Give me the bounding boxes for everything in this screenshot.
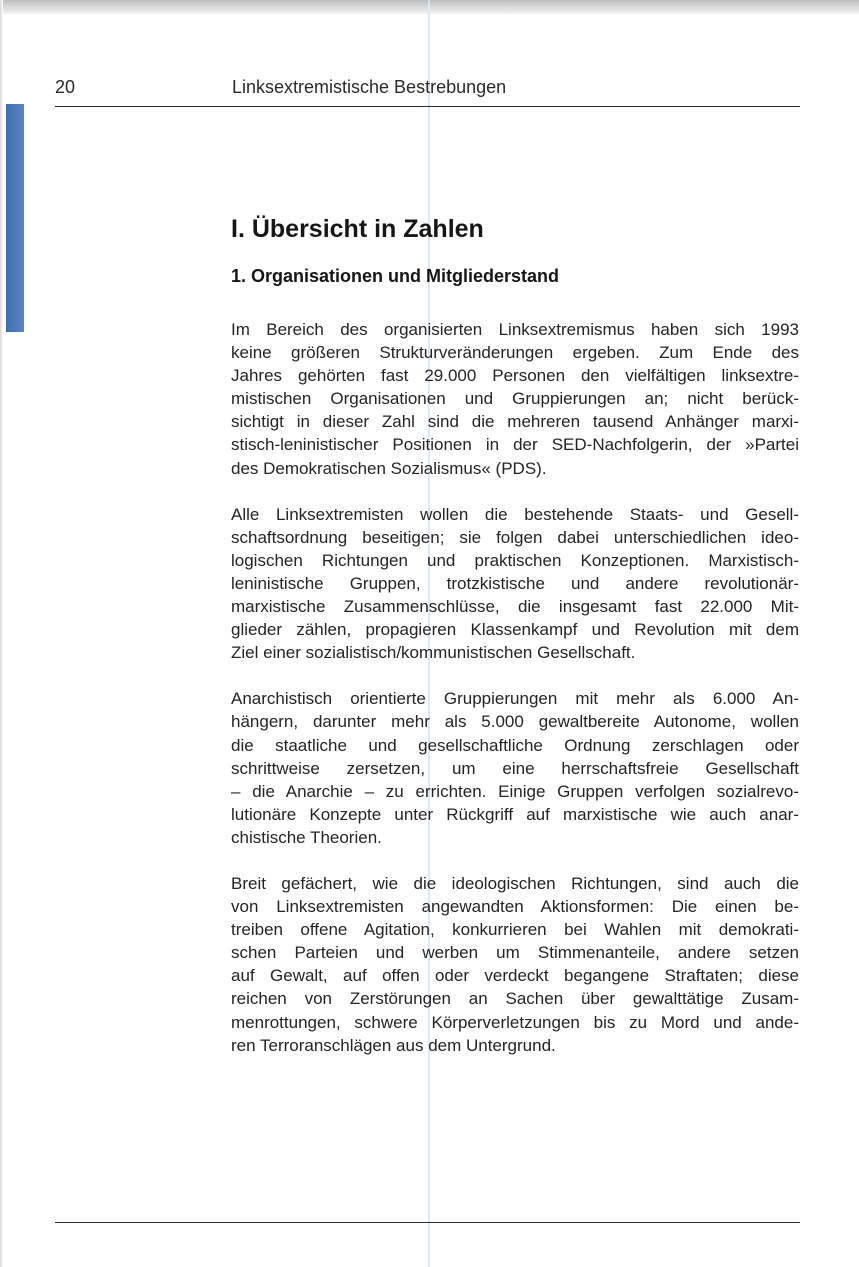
running-head [55, 76, 800, 107]
text-line: mistischen Organisationen und Gruppierungen an; nicht berück- [231, 389, 799, 409]
chapter-thumb-tab [6, 104, 24, 332]
text-line: marxistische Zusammenschlüsse, die insgesamt fast 22.000 Mit- [231, 597, 799, 617]
paragraph [231, 687, 799, 849]
text-line: schrittweise zersetzen, um eine herrschaftsfreie Gesellschaft [231, 758, 799, 778]
text-line: auf Gewalt, auf offen oder verdeckt begangene Straftaten; diese [231, 966, 799, 986]
running-title: Linksextremistische Bestrebungen [232, 77, 507, 97]
text-line: Ziel einer sozialistisch/kommunistischen Gesellschaft. [231, 643, 636, 663]
text-line: – die Anarchie – zu errichten. Einige Gruppen verfolgen sozialrevo- [231, 781, 799, 801]
text-line: des Demokratischen Sozialismus« (PDS). [231, 458, 547, 478]
paragraph [231, 872, 799, 1057]
footer-rule [55, 1222, 800, 1223]
text-line: hängern, darunter mehr als 5.000 gewaltbereite Autonome, wollen [231, 712, 799, 732]
text-line: Jahres gehörten fast 29.000 Personen den vielfältigen linksextre- [231, 366, 799, 386]
chapter-title: I. Übersicht in Zahlen [231, 215, 484, 243]
paragraph [231, 318, 799, 480]
text-line: chistische Theorien. [231, 827, 382, 847]
text-line: keine größeren Strukturveränderungen ergeben. Zum Ende des [231, 343, 799, 363]
text-line: Im Bereich des organisierten Linksextremismus haben sich 1993 [231, 320, 799, 339]
text-line: reichen von Zerstörungen an Sachen über gewalttätige Zusam- [231, 989, 799, 1009]
paragraph [231, 503, 799, 665]
text-line: Anarchistisch orientierte Gruppierungen mit mehr als 6.000 An- [231, 689, 799, 709]
text-line: stisch-leninistischer Positionen in der SED-Nachfolgerin, der »Partei [231, 435, 799, 455]
text-line: glieder zählen, propagieren Klassenkampf und Revolution mit dem [231, 620, 799, 640]
text-line: von Linksextremisten angewandten Aktionsformen: Die einen be- [231, 897, 799, 917]
body-text [231, 318, 799, 1057]
text-line: ren Terroranschlägen aus dem Untergrund. [231, 1035, 556, 1055]
scan-left-shadow [0, 0, 3, 1267]
text-line: schaftsordnung beseitigen; sie folgen dabei unterschiedlichen ideo- [231, 527, 799, 547]
text-line: logischen Richtungen und praktischen Konzeptionen. Marxistisch- [231, 550, 799, 570]
text-line: lutionäre Konzepte unter Rückgriff auf marxistische wie auch anar- [231, 804, 799, 824]
page-number: 20 [55, 77, 76, 97]
text-line: Alle Linksextremisten wollen die bestehende Staats- und Gesell- [231, 504, 799, 524]
text-line: die staatliche und gesellschaftliche Ordnung zerschlagen oder [231, 735, 799, 755]
text-line: leninistische Gruppen, trotzkistische und andere revolutionär- [231, 573, 799, 593]
text-line: menrottungen, schwere Körperverletzungen bis zu Mord und ande- [231, 1012, 799, 1032]
section-heading: 1. Organisationen und Mitgliederstand [231, 266, 560, 286]
text-line: treiben offene Agitation, konkurrieren bei Wahlen mit demokrati- [231, 920, 799, 940]
text-line: Breit gefächert, wie die ideologischen Richtungen, sind auch die [231, 873, 799, 893]
text-line: schen Parteien und werben um Stimmenanteile, andere setzen [231, 943, 799, 963]
main-content [231, 212, 799, 1057]
text-line: sichtigt in dieser Zahl sind die mehreren tausend Anhänger marxi- [231, 412, 799, 432]
